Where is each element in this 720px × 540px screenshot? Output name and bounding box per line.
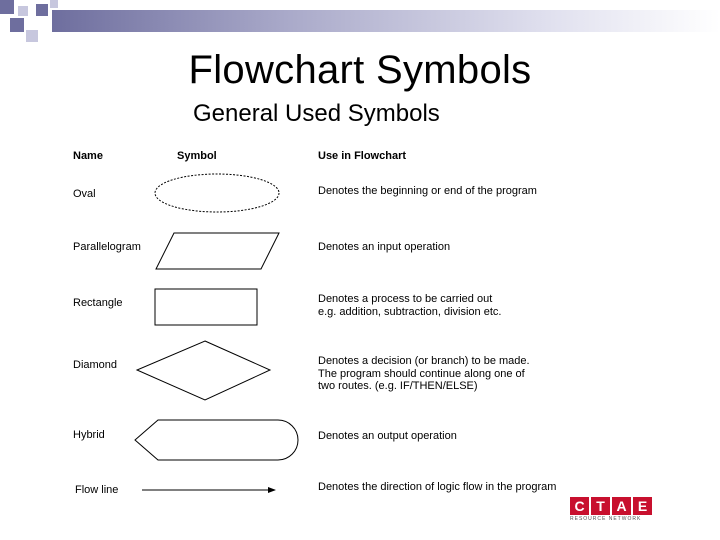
- logo-letter: T: [591, 497, 610, 515]
- row-use-parallelogram: Denotes an input operation: [318, 241, 451, 253]
- logo-letter: E: [633, 497, 652, 515]
- row-name-hybrid: Hybrid: [73, 429, 105, 441]
- ctae-logo: [570, 497, 654, 525]
- row-use-diamond: Denotes a decision (or branch) to be made. The program should continue along one of two routes. (e.g. IF/THEN/ELSE): [318, 355, 530, 392]
- row-name-oval: Oval: [73, 188, 96, 200]
- row-use-rectangle: Denotes a process to be carried out e.g. addition, subtraction, division etc.: [318, 293, 502, 318]
- hybrid-symbol: [135, 420, 298, 460]
- parallelogram-symbol: [156, 233, 279, 269]
- row-name-parallelogram: Parallelogram: [73, 241, 141, 253]
- row-use-oval: Denotes the beginning or end of the program: [318, 185, 537, 197]
- rectangle-symbol: [155, 289, 257, 325]
- row-name-diamond: Diamond: [73, 359, 118, 371]
- header-name: Name: [73, 150, 103, 162]
- row-use-hybrid: Denotes an output operation: [318, 430, 457, 442]
- header-symbol: Symbol: [177, 150, 217, 162]
- logo-letter: C: [570, 497, 589, 515]
- logo-tagline: RESOURCE NETWORK: [570, 516, 642, 522]
- slide-subtitle: General Used Symbols: [193, 100, 440, 127]
- row-use-flow-line: Denotes the direction of logic flow in the program: [318, 481, 557, 493]
- row-name-flow-line: Flow line: [75, 484, 119, 496]
- logo-letter: A: [612, 497, 631, 515]
- header-use: Use in Flowchart: [318, 150, 407, 162]
- diamond-symbol: [137, 341, 270, 400]
- slide-title: Flowchart Symbols: [188, 48, 532, 92]
- oval-symbol: [155, 174, 279, 212]
- row-name-rectangle: Rectangle: [73, 297, 123, 309]
